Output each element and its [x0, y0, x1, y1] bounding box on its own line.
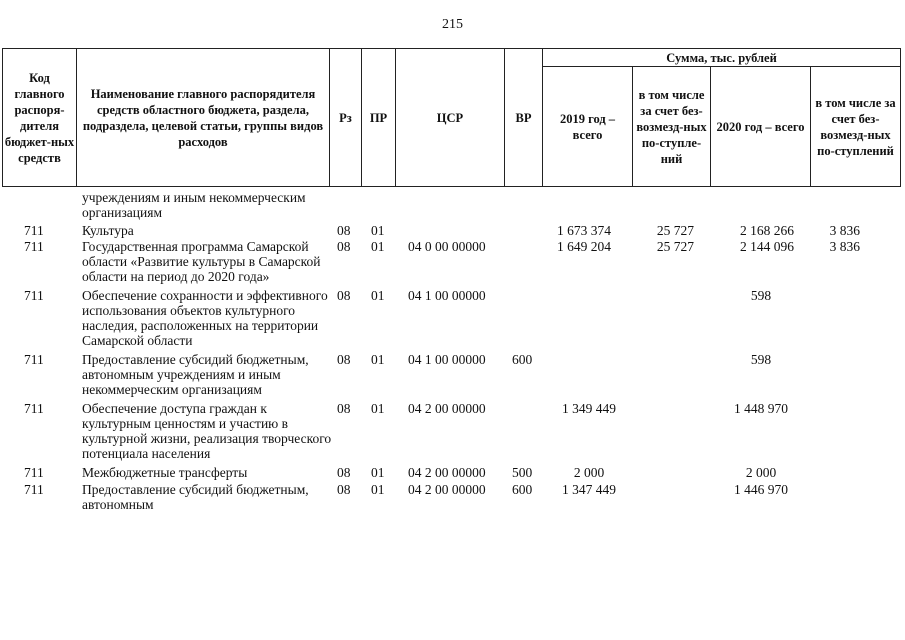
- cell-2019-total: 1 673 374: [557, 223, 611, 238]
- cell-kod: 711: [24, 482, 44, 497]
- cell-vr: 600: [512, 482, 533, 497]
- cell-vr: 500: [512, 465, 533, 480]
- cell-kod: 711: [24, 223, 44, 238]
- table-row: [0, 223, 905, 238]
- cell-csr: 04 1 00 00000: [408, 288, 486, 303]
- cell-name: Обеспечение доступа граждан к культурным ценностям и участию в культурной жизни, реализация творческого потенциала населения: [82, 401, 332, 461]
- cell-vr: 600: [512, 352, 533, 367]
- cell-2019-free: 25 727: [656, 223, 694, 238]
- page-number: 215: [442, 17, 463, 32]
- cell-2020-free: 3 836: [829, 239, 860, 254]
- cell-name: Государственная программа Самарской области «Развитие культуры в Самарской области на период до 2020 года»: [82, 239, 321, 284]
- cell-2019-total: 2 000: [573, 465, 605, 480]
- cell-pr: 01: [371, 465, 385, 480]
- cell-2020-total: 1 448 970: [734, 401, 788, 416]
- table-row: [0, 352, 905, 397]
- cell-name: учреждениям и иным некоммерческим организациям: [82, 190, 306, 220]
- cell-2020-total: 2 144 096: [740, 239, 794, 254]
- cell-kod: 711: [24, 465, 44, 480]
- header-rz: Рз: [330, 49, 362, 187]
- table-row: [0, 190, 905, 220]
- cell-2019-total: 1 347 449: [562, 482, 616, 497]
- cell-2020-total: 2 168 266: [740, 223, 794, 238]
- table-body: [0, 190, 905, 512]
- cell-pr: 01: [371, 239, 385, 254]
- table-row: [0, 465, 905, 480]
- cell-2020-total: 1 446 970: [734, 482, 788, 497]
- table-row: [0, 482, 905, 512]
- table-row: [0, 239, 905, 284]
- cell-kod: 711: [24, 401, 44, 416]
- cell-pr: 01: [371, 401, 385, 416]
- header-2019-total: 2019 год – всего: [543, 67, 633, 187]
- cell-rz: 08: [337, 401, 351, 416]
- cell-name: Межбюджетные трансферты: [82, 465, 248, 480]
- cell-rz: 08: [337, 482, 351, 497]
- cell-2020-total: 598: [750, 352, 772, 367]
- header-pr: ПР: [362, 49, 396, 187]
- cell-pr: 01: [371, 223, 385, 238]
- cell-kod: 711: [24, 239, 44, 254]
- table-row: [0, 288, 905, 348]
- cell-2019-free: 25 727: [656, 239, 694, 254]
- header-kod: Код главного распоря-дителя бюджет-ных средств: [3, 49, 77, 187]
- cell-rz: 08: [337, 465, 351, 480]
- header-summa: Сумма, тыс. рублей: [543, 49, 901, 67]
- cell-pr: 01: [371, 352, 385, 367]
- cell-2019-total: 1 349 449: [562, 401, 616, 416]
- header-2020-total: 2020 год – всего: [711, 67, 811, 187]
- table-row: [0, 401, 905, 461]
- cell-2020-free: 3 836: [829, 223, 860, 238]
- cell-2019-total: 1 649 204: [557, 239, 611, 254]
- cell-csr: 04 0 00 00000: [408, 239, 486, 254]
- cell-csr: 04 2 00 00000: [408, 465, 486, 480]
- cell-kod: 711: [24, 352, 44, 367]
- cell-rz: 08: [337, 352, 351, 367]
- table-header: [2, 48, 901, 187]
- cell-rz: 08: [337, 239, 351, 254]
- cell-csr: 04 1 00 00000: [408, 352, 486, 367]
- header-name: Наименование главного распорядителя средств областного бюджета, раздела, подраздела, целевой статьи, группы видов расходов: [77, 49, 330, 187]
- header-vr: ВР: [505, 49, 543, 187]
- cell-name: Предоставление субсидий бюджетным, автономным учреждениям и иным некоммерческим организациям: [82, 352, 309, 397]
- cell-rz: 08: [337, 288, 351, 303]
- cell-name: Предоставление субсидий бюджетным, автономным: [82, 482, 309, 512]
- cell-2020-total: 598: [750, 288, 772, 303]
- cell-csr: 04 2 00 00000: [408, 401, 486, 416]
- cell-2020-total: 2 000: [745, 465, 777, 480]
- cell-pr: 01: [371, 288, 385, 303]
- cell-pr: 01: [371, 482, 385, 497]
- cell-name: Культура: [82, 223, 134, 238]
- cell-kod: 711: [24, 288, 44, 303]
- cell-name: Обеспечение сохранности и эффективного использования объектов культурного наследия, расположенных на территории Самарской области: [82, 288, 328, 348]
- cell-csr: 04 2 00 00000: [408, 482, 486, 497]
- header-2019-free: в том числе за счет без-возмезд-ных по-ступле-ний: [633, 67, 711, 187]
- cell-rz: 08: [337, 223, 351, 238]
- header-2020-free: в том числе за счет без-возмезд-ных по-ступлений: [811, 67, 901, 187]
- header-csr: ЦСР: [396, 49, 505, 187]
